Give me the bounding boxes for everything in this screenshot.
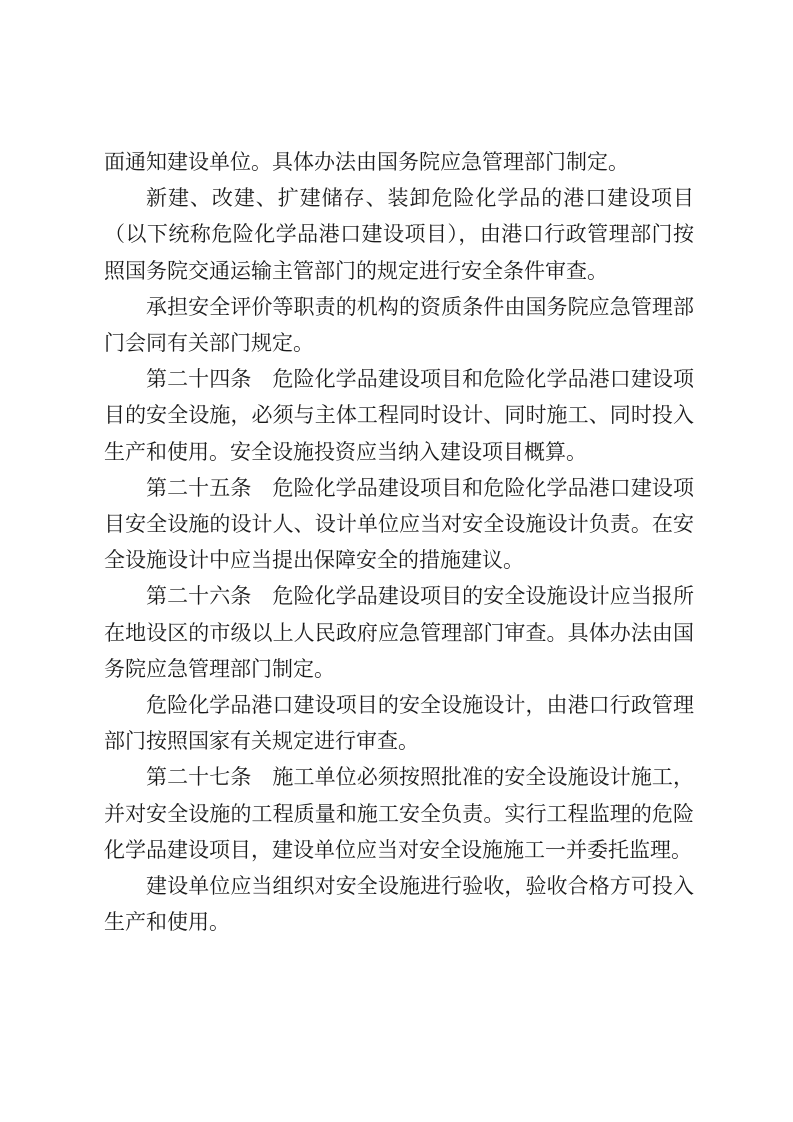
paragraph-text: 新建、改建、扩建储存、装卸危险化学品的港口建设项目（以下统称危险化学品港口建设项目），由港口行政管理部门按照国务院交通运输主管部门的规定进行安全条件审查。	[104, 186, 694, 283]
paragraph-text: 危险化学品建设项目的安全设施设计应当报所在地设区的市级以上人民政府应急管理部门审查。具体办法由国务院应急管理部门制定。	[104, 584, 695, 681]
article-paragraph	[104, 759, 694, 868]
paragraph-text: 施工单位必须按照批准的安全设施设计施工，并对安全设施的工程质量和施工安全负责。实行工程监理的危险化学品建设项目，建设单位应当对安全设施施工一并委托监理。	[104, 765, 695, 862]
article-number: 第二十五条	[146, 475, 252, 500]
article-number: 第二十六条	[146, 584, 252, 609]
paragraph-text: 承担安全评价等职责的机构的资质条件由国务院应急管理部门会同有关部门规定。	[104, 294, 694, 356]
article-number: 第二十四条	[146, 367, 252, 392]
article-paragraph	[104, 470, 694, 579]
paragraph-text: 危险化学品建设项目和危险化学品港口建设项目安全设施的设计人、设计单位应当对安全设施设计负责。在安全设施设计中应当提出保障安全的措施建议。	[104, 475, 695, 573]
paragraph-text: 危险化学品港口建设项目的安全设施设计，由港口行政管理部门按照国家有关规定进行审查。	[104, 693, 694, 754]
paragraph	[104, 180, 694, 289]
article-paragraph	[104, 361, 694, 470]
paragraph	[104, 289, 694, 361]
document-body	[104, 144, 694, 940]
article-paragraph	[104, 578, 694, 687]
paragraph	[104, 868, 694, 940]
article-number: 第二十七条	[146, 765, 252, 790]
paragraph	[104, 144, 694, 180]
paragraph-text: 危险化学品建设项目和危险化学品港口建设项目的安全设施，必须与主体工程同时设计、同时施工、同时投入生产和使用。安全设施投资应当纳入建设项目概算。	[104, 367, 695, 464]
paragraph-text: 建设单位应当组织对安全设施进行验收，验收合格方可投入生产和使用。	[104, 874, 694, 935]
paragraph-text: 面通知建设单位。具体办法由国务院应急管理部门制定。	[104, 150, 629, 174]
paragraph	[104, 687, 694, 759]
